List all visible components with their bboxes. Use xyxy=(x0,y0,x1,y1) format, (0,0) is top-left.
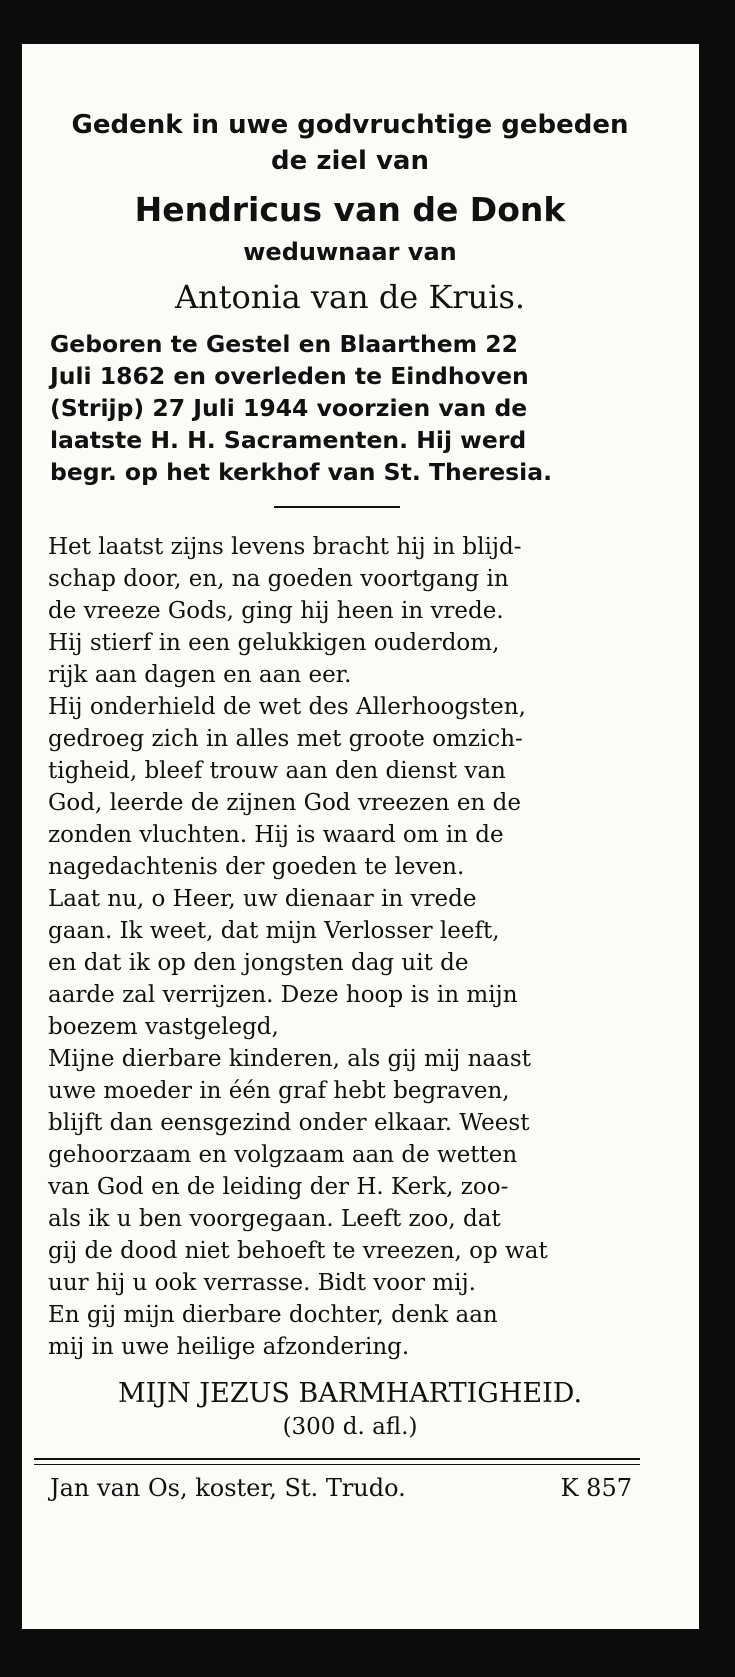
prayer-line: van God en de leiding der H. Kerk, zoo- xyxy=(48,1174,509,1200)
printer-name: Jan van Os, koster, St. Trudo. xyxy=(50,1474,406,1502)
prayer-line: God, leerde de zijnen God vreezen en de xyxy=(48,790,521,816)
printer-footer xyxy=(50,1474,640,1502)
prayer-line: nagedachtenis der goeden te leven. xyxy=(48,854,465,880)
card-code: K 857 xyxy=(560,1474,632,1502)
footer-rule-thin xyxy=(34,1464,640,1465)
bio-line: begr. op het kerkhof van St. Theresia. xyxy=(50,458,553,486)
prayer-line: gedroeg zich in alles met groote omzich- xyxy=(48,726,523,752)
prayer-line: gehoorzaam en volgzaam aan de wetten xyxy=(48,1142,518,1168)
prayer-line: de vreeze Gods, ging hij heen in vrede. xyxy=(48,598,504,624)
prayer-line: als ik u ben voorgegaan. Leeft zoo, dat xyxy=(48,1206,501,1232)
relation-line: weduwnaar van xyxy=(243,238,457,266)
bio-line: Geboren te Gestel en Blaarthem 22 xyxy=(50,330,519,358)
prayer-line: Hij onderhield de wet des Allerhoogsten, xyxy=(48,694,526,720)
indulgence-note: (300 d. afl.) xyxy=(282,1414,418,1440)
prayer-line: Mijne dierbare kinderen, als gij mij naast xyxy=(48,1046,531,1072)
prayer-line: gaan. Ik weet, dat mijn Verlosser leeft, xyxy=(48,918,500,944)
divider-rule xyxy=(274,506,400,508)
prayer-line: zonden vluchten. Hij is waard om in de xyxy=(48,822,504,848)
invocation: MIJN JEZUS BARMHARTIGHEID. xyxy=(117,1378,583,1409)
prayer-request-line: Gedenk in uwe godvruchtige gebeden xyxy=(71,110,629,140)
bio-line: Juli 1862 en overleden te Eindhoven xyxy=(50,362,529,390)
prayer-line: mij in uwe heilige afzondering. xyxy=(48,1334,410,1360)
prayer-line: boezem vastgelegd, xyxy=(48,1014,279,1040)
prayer-line: aarde zal verrijzen. Deze hoop is in mijn xyxy=(48,982,518,1008)
soul-of-line: de ziel van xyxy=(271,146,429,176)
bio-line: laatste H. H. Sacramenten. Hij werd xyxy=(50,426,527,454)
prayer-line: rijk aan dagen en aan eer. xyxy=(48,662,352,688)
prayer-line: uur hij u ook verrasse. Bidt voor mij. xyxy=(48,1270,476,1296)
prayer-line: En gij mijn dierbare dochter, denk aan xyxy=(48,1302,498,1328)
bio-line: (Strijp) 27 Juli 1944 voorzien van de xyxy=(50,394,528,422)
prayer-line: blijft dan eensgezind onder elkaar. Weest xyxy=(48,1110,530,1136)
deceased-name: Hendricus van de Donk xyxy=(134,190,566,229)
prayer-line: uwe moeder in één graf hebt begraven, xyxy=(48,1078,510,1104)
prayer-line: Het laatst zijns levens bracht hij in blijd- xyxy=(48,534,522,560)
prayer-line: schap door, en, na goeden voortgang in xyxy=(48,566,509,592)
prayer-line: tigheid, bleef trouw aan den dienst van xyxy=(48,758,506,784)
prayer-line: gij de dood niet behoeft te vreezen, op wat xyxy=(48,1238,548,1264)
prayer-line: en dat ik op den jongsten dag uit de xyxy=(48,950,469,976)
prayer-line: Laat nu, o Heer, uw dienaar in vrede xyxy=(48,886,477,912)
prayer-line: Hij stierf in een gelukkigen ouderdom, xyxy=(48,630,500,656)
footer-rule xyxy=(34,1458,640,1460)
spouse-name: Antonia van de Kruis. xyxy=(174,278,526,316)
